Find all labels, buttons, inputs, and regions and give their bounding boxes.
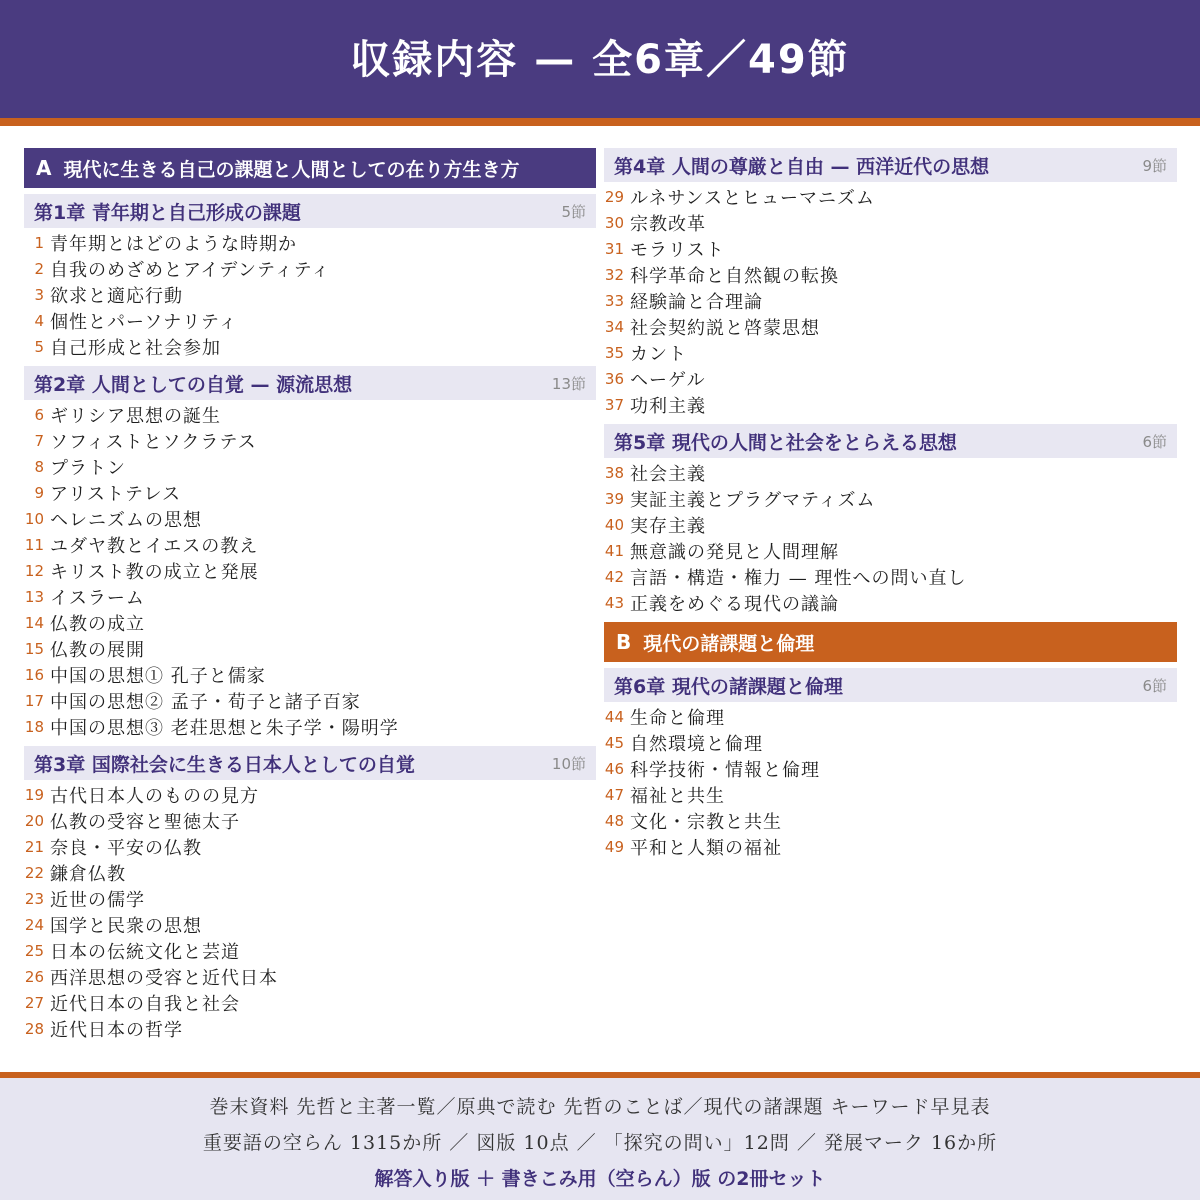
section-title: 近代日本の哲学 <box>50 1020 183 1041</box>
section-number: 44 <box>604 708 624 726</box>
section-number: 3 <box>34 286 44 304</box>
list-item <box>18 506 596 532</box>
section-number: 16 <box>24 666 44 684</box>
section-title: 仏教の受容と聖徳太子 <box>50 812 240 833</box>
part-b-letter: B <box>616 630 632 654</box>
list-item <box>18 912 596 938</box>
list-item <box>598 782 1177 808</box>
section-title: 福祉と共生 <box>630 786 725 807</box>
section-count: 9節 <box>1142 156 1167 175</box>
list-item <box>598 210 1177 236</box>
left-column <box>24 148 596 1042</box>
list-item <box>18 402 596 428</box>
list-item <box>598 486 1177 512</box>
chapter-title: 第5章 現代の人間と社会をとらえる思想 <box>614 431 957 454</box>
header-banner <box>0 0 1200 118</box>
section-number: 15 <box>24 640 44 658</box>
section-number: 5 <box>34 338 44 356</box>
section-number: 46 <box>604 760 624 778</box>
section-number: 40 <box>604 516 624 534</box>
chapter-5-list <box>598 458 1177 616</box>
section-title: 中国の思想① 孔子と儒家 <box>50 666 266 687</box>
part-b-banner <box>604 622 1177 662</box>
section-title: 文化・宗教と共生 <box>630 812 782 833</box>
section-number: 28 <box>24 1020 44 1038</box>
section-count: 6節 <box>1142 432 1167 451</box>
list-item <box>18 990 596 1016</box>
list-item <box>18 886 596 912</box>
section-title: 正義をめぐる現代の議論 <box>630 594 839 615</box>
list-item <box>598 564 1177 590</box>
section-count: 6節 <box>1142 676 1167 695</box>
section-title: 平和と人類の福祉 <box>630 838 782 859</box>
section-number: 37 <box>604 396 624 414</box>
chapter-2-header <box>24 366 596 400</box>
list-item <box>18 610 596 636</box>
section-number: 12 <box>24 562 44 580</box>
list-item <box>18 964 596 990</box>
footer-panel <box>0 1078 1200 1200</box>
chapter-2-list <box>18 400 596 740</box>
section-title: キリスト教の成立と発展 <box>50 562 259 583</box>
section-title: 自我のめざめとアイデンティティ <box>50 260 331 281</box>
list-item <box>18 308 596 334</box>
section-number: 17 <box>24 692 44 710</box>
section-number: 29 <box>604 188 624 206</box>
chapter-1-list <box>18 228 596 360</box>
section-title: 科学革命と自然観の転換 <box>630 266 839 287</box>
list-item <box>598 366 1177 392</box>
section-title: 実存主義 <box>630 516 706 537</box>
section-title: 社会主義 <box>630 464 706 485</box>
list-item <box>598 288 1177 314</box>
list-item <box>598 460 1177 486</box>
section-title: 西洋思想の受容と近代日本 <box>50 968 278 989</box>
section-number: 35 <box>604 344 624 362</box>
list-item <box>18 428 596 454</box>
section-number: 9 <box>34 484 44 502</box>
list-item <box>598 340 1177 366</box>
list-item <box>18 662 596 688</box>
list-item <box>18 282 596 308</box>
section-number: 43 <box>604 594 624 612</box>
section-title: 中国の思想③ 老荘思想と朱子学・陽明学 <box>50 718 399 739</box>
section-number: 23 <box>24 890 44 908</box>
section-count: 5節 <box>561 202 586 221</box>
section-title: 言語・構造・権力 — 理性への問い直し <box>630 568 967 589</box>
section-number: 22 <box>24 864 44 882</box>
header-divider <box>0 118 1200 126</box>
section-title: 社会契約説と啓蒙思想 <box>630 318 820 339</box>
section-title: 科学技術・情報と倫理 <box>630 760 820 781</box>
page-title: 収録内容 — 全6章／49節 <box>350 36 850 83</box>
list-item <box>598 512 1177 538</box>
chapter-5-header <box>604 424 1177 458</box>
section-number: 11 <box>24 536 44 554</box>
section-title: 奈良・平安の仏教 <box>50 838 202 859</box>
section-title: 無意識の発見と人間理解 <box>630 542 839 563</box>
list-item <box>598 730 1177 756</box>
section-count: 13節 <box>551 374 586 393</box>
section-number: 19 <box>24 786 44 804</box>
section-title: ヘレニズムの思想 <box>50 510 202 531</box>
section-number: 47 <box>604 786 624 804</box>
section-title: 青年期とはどのような時期か <box>50 234 297 255</box>
list-item <box>18 834 596 860</box>
section-title: 自己形成と社会参加 <box>50 338 221 359</box>
section-number: 38 <box>604 464 624 482</box>
section-title: ユダヤ教とイエスの教え <box>50 536 259 557</box>
chapter-title: 第2章 人間としての自覚 — 源流思想 <box>34 373 353 396</box>
list-item <box>18 454 596 480</box>
section-number: 10 <box>24 510 44 528</box>
list-item <box>598 236 1177 262</box>
section-title: 欲求と適応行動 <box>50 286 183 307</box>
section-number: 48 <box>604 812 624 830</box>
section-number: 26 <box>24 968 44 986</box>
section-number: 34 <box>604 318 624 336</box>
edition-note: 解答入り版 ＋ 書きこみ用（空らん）版 の2冊セット <box>374 1168 826 1190</box>
section-number: 41 <box>604 542 624 560</box>
chapter-4-header <box>604 148 1177 182</box>
list-item <box>18 334 596 360</box>
section-number: 25 <box>24 942 44 960</box>
section-title: 仏教の成立 <box>50 614 145 635</box>
section-number: 30 <box>604 214 624 232</box>
section-number: 33 <box>604 292 624 310</box>
section-title: 功利主義 <box>630 396 706 417</box>
list-item <box>18 636 596 662</box>
section-title: 近世の儒学 <box>50 890 145 911</box>
section-title: 生命と倫理 <box>630 708 725 729</box>
section-number: 32 <box>604 266 624 284</box>
list-item <box>598 262 1177 288</box>
chapter-6-header <box>604 668 1177 702</box>
feature-counts: 重要語の空らん 1315か所 ／ 図版 10点 ／ 「探究の問い」12問 ／ 発展マーク 16か所 <box>202 1132 998 1154</box>
right-column <box>604 148 1177 860</box>
list-item <box>18 714 596 740</box>
chapter-title: 第1章 青年期と自己形成の課題 <box>34 201 301 224</box>
list-item <box>598 314 1177 340</box>
section-title: 実証主義とプラグマティズム <box>630 490 876 511</box>
section-title: 日本の伝統文化と芸道 <box>50 942 240 963</box>
list-item <box>18 782 596 808</box>
section-title: ギリシア思想の誕生 <box>50 406 221 427</box>
section-number: 39 <box>604 490 624 508</box>
section-title: イスラーム <box>50 588 145 609</box>
section-title: 自然環境と倫理 <box>630 734 763 755</box>
list-item <box>598 756 1177 782</box>
section-title: 中国の思想② 孟子・荀子と諸子百家 <box>50 692 361 713</box>
section-number: 8 <box>34 458 44 476</box>
section-number: 4 <box>34 312 44 330</box>
section-title: 近代日本の自我と社会 <box>50 994 240 1015</box>
section-number: 1 <box>34 234 44 252</box>
section-number: 7 <box>34 432 44 450</box>
list-item <box>598 704 1177 730</box>
section-number: 13 <box>24 588 44 606</box>
section-title: モラリスト <box>630 240 725 261</box>
section-title: ソフィストとソクラテス <box>50 432 257 453</box>
list-item <box>18 256 596 282</box>
section-title: 個性とパーソナリティ <box>50 312 238 333</box>
section-number: 21 <box>24 838 44 856</box>
section-number: 24 <box>24 916 44 934</box>
section-title: カント <box>630 344 687 365</box>
section-number: 6 <box>34 406 44 424</box>
list-item <box>598 834 1177 860</box>
chapter-6-list <box>598 702 1177 860</box>
chapter-title: 第4章 人間の尊厳と自由 — 西洋近代の思想 <box>614 155 990 178</box>
section-number: 31 <box>604 240 624 258</box>
section-number: 42 <box>604 568 624 586</box>
chapter-4-list <box>598 182 1177 418</box>
list-item <box>598 808 1177 834</box>
list-item <box>18 938 596 964</box>
chapter-1-header <box>24 194 596 228</box>
chapter-title: 第3章 国際社会に生きる日本人としての自覚 <box>34 753 415 776</box>
part-a-title: 現代に生きる自己の課題と人間としての在り方生き方 <box>63 158 520 181</box>
list-item <box>18 860 596 886</box>
appendix-info: 巻末資料 先哲と主著一覧／原典で読む 先哲のことば／現代の諸課題 キーワード早見表 <box>209 1096 991 1118</box>
list-item <box>18 230 596 256</box>
section-title: 仏教の展開 <box>50 640 145 661</box>
list-item <box>18 532 596 558</box>
section-title: ルネサンスとヒューマニズム <box>630 188 876 209</box>
section-title: 鎌倉仏教 <box>50 864 126 885</box>
section-title: 国学と民衆の思想 <box>50 916 202 937</box>
section-count: 10節 <box>551 754 586 773</box>
chapter-title: 第6章 現代の諸課題と倫理 <box>614 675 843 698</box>
section-title: アリストテレス <box>50 484 182 505</box>
list-item <box>18 1016 596 1042</box>
section-number: 18 <box>24 718 44 736</box>
section-number: 36 <box>604 370 624 388</box>
list-item <box>598 392 1177 418</box>
list-item <box>598 184 1177 210</box>
list-item <box>18 808 596 834</box>
section-title: 古代日本人のものの見方 <box>50 786 259 807</box>
section-number: 14 <box>24 614 44 632</box>
list-item <box>598 590 1177 616</box>
part-b-title: 現代の諸課題と倫理 <box>643 632 815 655</box>
list-item <box>18 480 596 506</box>
part-a-banner <box>24 148 596 188</box>
section-number: 2 <box>34 260 44 278</box>
chapter-3-list <box>18 780 596 1042</box>
section-number: 49 <box>604 838 624 856</box>
chapter-3-header <box>24 746 596 780</box>
part-a-letter: A <box>36 156 52 180</box>
section-title: プラトン <box>50 458 126 479</box>
list-item <box>598 538 1177 564</box>
section-title: ヘーゲル <box>630 370 706 391</box>
section-title: 宗教改革 <box>630 214 706 235</box>
section-number: 27 <box>24 994 44 1012</box>
list-item <box>18 688 596 714</box>
list-item <box>18 584 596 610</box>
list-item <box>18 558 596 584</box>
section-number: 20 <box>24 812 44 830</box>
section-title: 経験論と合理論 <box>630 292 763 313</box>
section-number: 45 <box>604 734 624 752</box>
